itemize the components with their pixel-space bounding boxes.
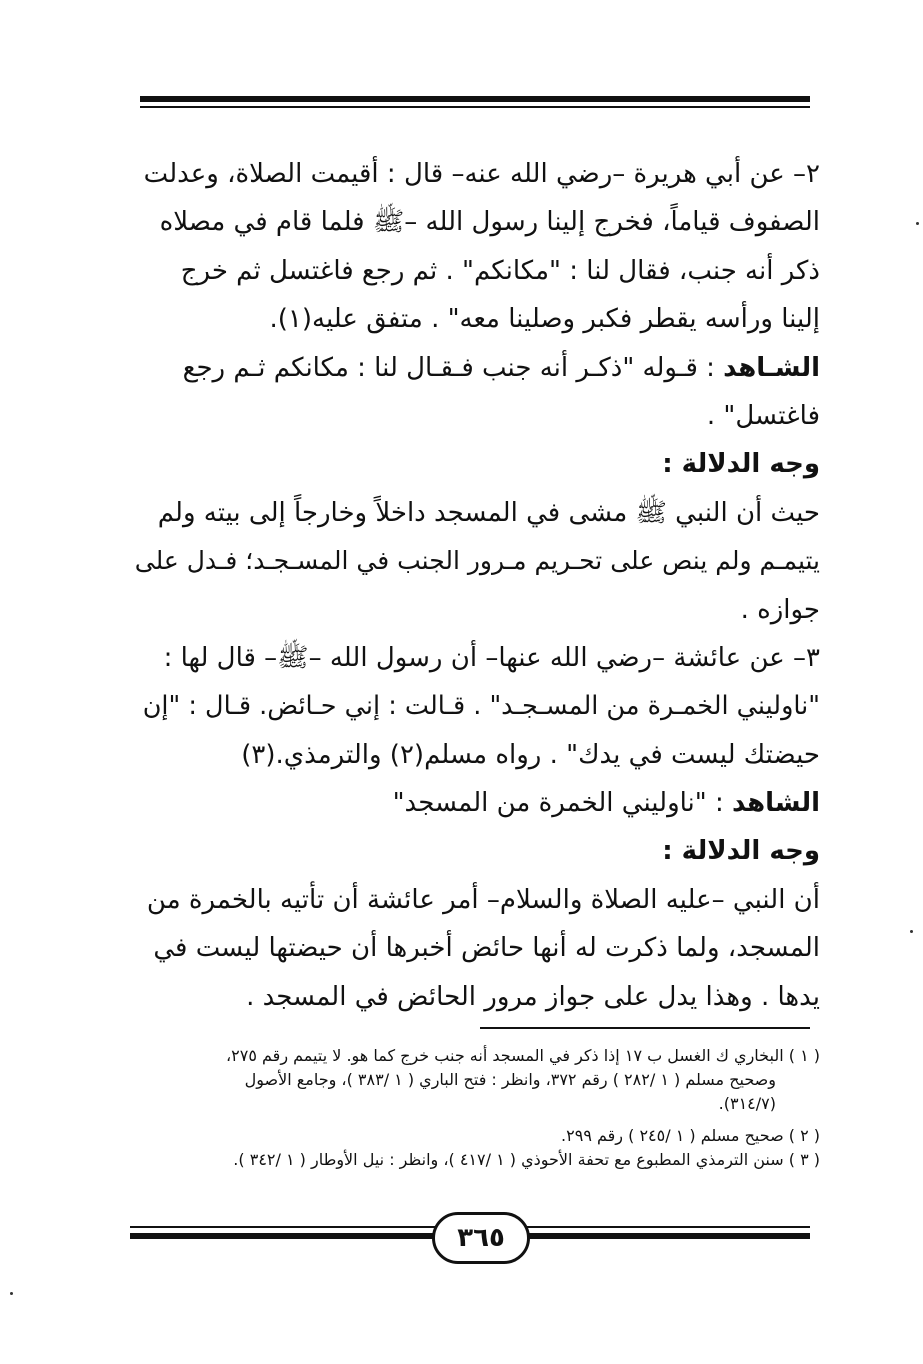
text-line: حيث أن النبي ﷺ مشى في المسجد داخلاً وخارجاً إلى بيته ولم <box>157 497 820 528</box>
text-line: الصفوف قياماً، فخرج إلينا رسول الله –ﷺ فلما قام في مصلاه <box>159 207 820 238</box>
text-line: يدها . وهذا يدل على جواز مرور الحائض في المسجد . <box>246 981 820 1012</box>
footnote-line: ( ٢ ) صحيح مسلم ( ١ /٢٤٥ ) رقم ٢٩٩. <box>561 1126 820 1145</box>
scan-speck <box>910 930 913 933</box>
text-line: "ناوليني الخمـرة من المسـجـد" . قـالت : إني حـائض. قـال : "إن <box>142 691 820 722</box>
text-line: أن النبي –عليه الصلاة والسلام– أمر عائشة أن تأتيه بالخمرة من <box>146 884 820 915</box>
text-line: وجه الدلالة : <box>662 836 820 867</box>
line-rest: : قـوله "ذكـر أنه جنب فـقـال لنا : مكانكم ثـم رجع <box>182 352 724 383</box>
footnote-separator <box>480 1027 810 1029</box>
main-text <box>130 150 820 1021</box>
text-line: ذكر أنه جنب، فقال لنا : "مكانكم" . ثم رجع فاغتسل ثم خرج <box>180 255 820 286</box>
scan-speck <box>916 222 919 225</box>
page-number: ٣٦٥ <box>432 1212 530 1264</box>
footnote-line: ( ١ ) البخاري ك الغسل ب ١٧ إذا ذكر في المسجد أنه جنب خرج كما هو. لا يتيمم رقم ٢٧٥، <box>225 1046 820 1065</box>
footnote-line: ( ٣ ) سنن الترمذي المطبوع مع تحفة الأحوذي ( ١ /٤١٧ )، وانظر : نيل الأوطار ( ١ /٣٤٢ ). <box>233 1150 820 1169</box>
text-line: يتيمـم ولم ينص على تحـريم مـرور الجنب في المسـجـد؛ فـدل على <box>134 546 820 576</box>
text-line: وجه الدلالة : <box>662 449 820 480</box>
text-line: فاغتسل" . <box>706 400 820 431</box>
header-rule-thick <box>140 96 810 102</box>
text-line: ٣– عن عائشة –رضي الله عنها– أن رسول الله –ﷺ– قال لها : <box>163 642 820 673</box>
line-rest: : "ناوليني الخمرة من المسجد" <box>392 788 733 819</box>
footnote-line: وصحيح مسلم ( ١ /٢٨٢ ) رقم ٣٧٢، وانظر : فتح الباري ( ١ /٣٨٣ )، وجامع الأصول <box>244 1070 776 1089</box>
text-line: حيضتك ليست في يدك" . رواه مسلم(٢) والترمذي.(٣) <box>241 739 820 770</box>
text-line: ٢– عن أبي هريرة –رضي الله عنه– قال : أقيمت الصلاة، وعدلت <box>143 159 820 189</box>
text-line <box>130 344 820 392</box>
footnote-line: (٣١٤/٧). <box>718 1094 776 1113</box>
footnotes <box>130 1044 820 1172</box>
text-line: المسجد، ولما ذكرت له أنها حائض أخبرها أن حيضتها ليست في <box>153 933 820 964</box>
text-line <box>130 779 820 827</box>
lead-label: الشاهد <box>732 788 820 819</box>
scan-speck <box>10 1292 13 1295</box>
header-rule-thin <box>140 106 810 108</box>
text-line: إلينا ورأسه يقطر فكبر وصلينا معه" . متفق عليه(١). <box>269 304 820 335</box>
lead-label: الشـاهد <box>723 352 820 383</box>
text-line: جوازه . <box>740 594 820 625</box>
